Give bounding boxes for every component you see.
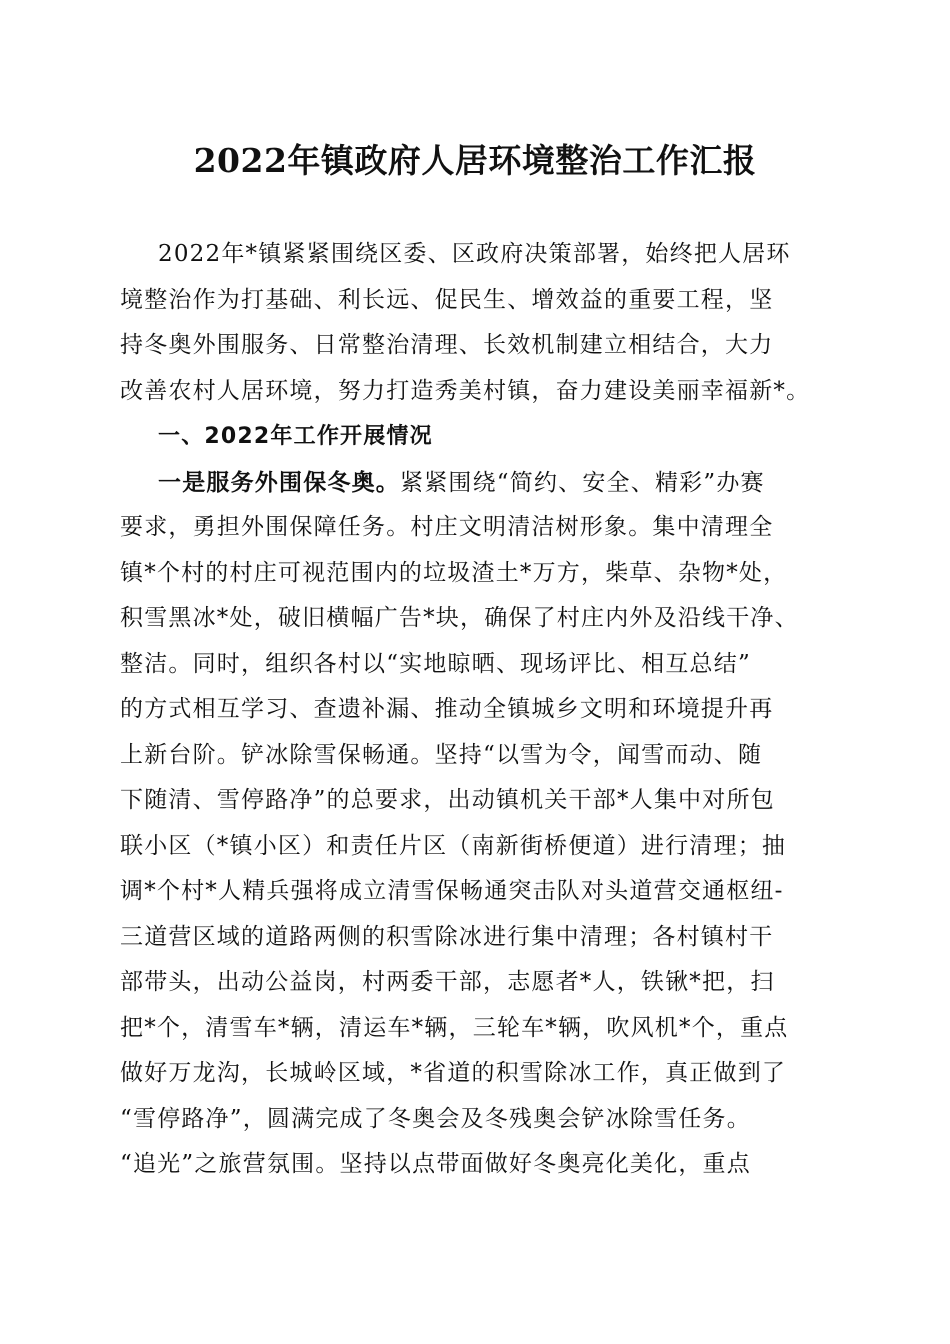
section1-line: 调*个村*人精兵强将成立清雪保畅通突击队对头道营交通枢纽-	[120, 878, 784, 904]
intro-line: 改善农村人居环境，努力打造秀美村镇，奋力建设美丽幸福新*。	[120, 377, 811, 404]
section1-line: “追光”之旅营氛围。坚持以点带面做好冬奥亮化美化，重点	[120, 1151, 751, 1177]
section-heading: 一、2022年工作开展情况	[158, 424, 433, 449]
intro-line: 持冬奥外围服务、日常整治清理、长效机制建立相结合，大力	[120, 332, 774, 358]
section1-line: 要求，勇担外围保障任务。村庄文明清洁树形象。集中清理全	[120, 514, 774, 540]
section1-line: 做好万龙沟，长城岭区域，*省道的积雪除冰工作，真正做到了	[120, 1060, 787, 1086]
section1-line: 镇*个村的村庄可视范围内的垃圾渣土*万方，柴草、杂物*处，	[120, 559, 788, 586]
document-title: 2022年镇政府人居环境整治工作汇报	[193, 141, 757, 180]
section1-line: 把*个，清雪车*辆，清运车*辆，三轮车*辆，吹风机*个，重点	[120, 1014, 789, 1041]
intro-line: 2022年*镇紧紧围绕区委、区政府决策部署，始终把人居环	[158, 241, 791, 267]
section1-line: 三道营区域的道路两侧的积雪除冰进行集中清理；各村镇村干	[120, 923, 774, 950]
document-body	[120, 232, 832, 1188]
intro-line: 境整治作为打基础、利长远、促民生、增效益的重要工程，坚	[120, 286, 774, 313]
section1-line: 积雪黑冰*处，破旧横幅广告*块，确保了村庄内外及沿线干净、	[120, 605, 799, 631]
section1-first-rest: 紧紧围绕“简约、安全、精彩”办赛	[400, 469, 765, 496]
section1-line: 上新台阶。铲冰除雪保畅通。坚持“以雪为令，闻雪而动、随	[120, 741, 763, 768]
section1-line: 下随清、雪停路净”的总要求，出动镇机关干部*人集中对所包	[120, 787, 775, 813]
section1-lead: 一是服务外围保冬奥。	[158, 468, 400, 496]
section1-line: 联小区（*镇小区）和责任片区（南新街桥便道）进行清理；抽	[120, 832, 787, 859]
section1-line: 部带头，出动公益岗，村两委干部，志愿者*人，铁锹*把，扫	[120, 969, 775, 995]
section1-line: 整洁。同时，组织各村以“实地晾晒、现场评比、相互总结”	[120, 650, 751, 677]
section1-line: 的方式相互学习、查遗补漏、推动全镇城乡文明和环境提升再	[120, 696, 774, 722]
section1-first-line	[120, 460, 832, 506]
section1-line: “雪停路净”，圆满完成了冬奥会及冬残奥会铲冰除雪任务。	[120, 1105, 751, 1132]
